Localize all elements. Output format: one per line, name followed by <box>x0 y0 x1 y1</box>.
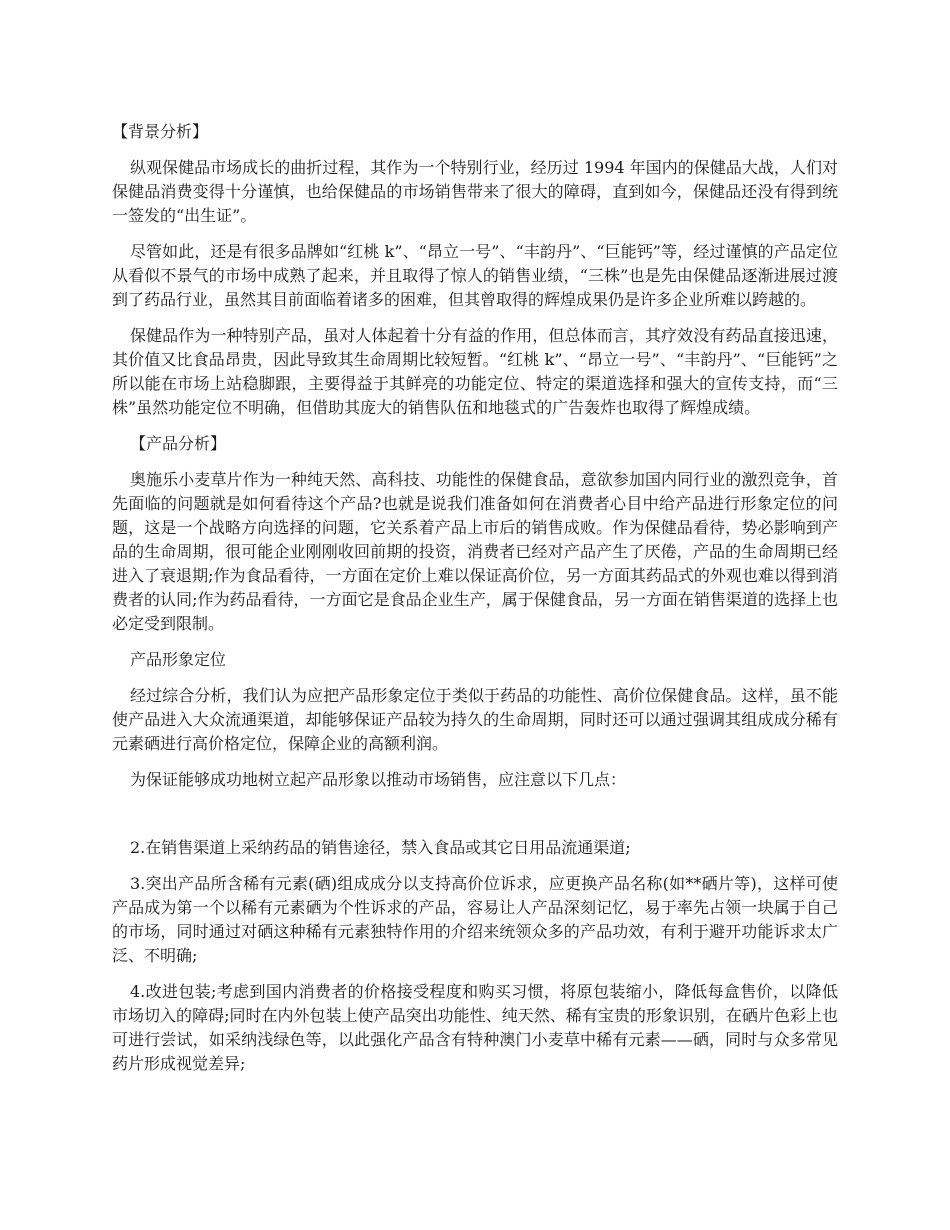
point-4: 4.改进包装;考虑到国内消费者的价格接受程度和购买习惯，将原包装缩小，降低每盒售价，以降低市场切入的障碍;同时在内外包装上使产品突出功能性、纯天然、稀有宝贵的形象识别，在硒片色彩上也可进行尝试，如采纳浅绿色等，以此强化产品含有特种澳门小麦草中稀有元素——硒，同时与众多常见药片形成视觉差异; <box>112 982 838 1073</box>
product-heading: 【产品分析】 <box>130 434 227 453</box>
background-heading: 【背景分析】 <box>112 122 209 141</box>
background-paragraph-3: 保健品作为一种特别产品，虽对人体起着十分有益的作用，但总体而言，其疗效没有药品直接迅速，其价值又比食品昂贵，因此导致其生命周期比较短暂。“红桃 k”、“昂立一号”、“丰韵丹”、“巨能钙”之所以能在市场上站稳脚跟，主要得益于其鲜亮的功能定位、特定的渠道选择和强大的宣传支持，而“三株”虽然功能定位不明确，但借助其庞大的销售队伍和地毯式的广告轰炸也取得了辉煌成绩。 <box>112 326 838 417</box>
background-paragraph-1: 纵观保健品市场成长的曲折过程，其作为一个特别行业，经历过 1994 年国内的保健品大战，人们对保健品消费变得十分谨慎，也给保健品的市场销售带来了很大的障碍，直到如今，保健品还没有得到统一签发的“出生证”。 <box>112 158 838 225</box>
blank-gap <box>112 804 838 836</box>
image-paragraph-2: 为保证能够成功地树立起产品形象以推动市场销售，应注意以下几点： <box>130 770 627 789</box>
image-paragraph-1: 经过综合分析，我们认为应把产品形象定位于类似于药品的功能性、高价位保健食品。这样，虽不能使产品进入大众流通渠道，却能够保证产品较为持久的生命周期，同时还可以通过强调其组成成分稀有元素硒进行高价格定位，保障企业的高额利润。 <box>112 686 838 753</box>
point-3: 3.突出产品所含稀有元素(硒)组成成分以支持高价位诉求，应更换产品名称(如**硒片等)，这样可使产品成为第一个以稀有元素硒为个性诉求的产品，容易让人产品深刻记忆，易于率先占领一块属于自己的市场，同时通过对硒这种稀有元素独特作用的介绍来统领众多的产品功效，有利于避开功能诉求太广泛、不明确; <box>112 874 838 965</box>
background-paragraph-2: 尽管如此，还是有很多品牌如“红桃 k”、“昂立一号”、“丰韵丹”、“巨能钙”等，经过谨慎的产品定位从看似不景气的市场中成熟了起来，并且取得了惊人的销售业绩，“三株”也是先由保健品逐渐进展过渡到了药品行业，虽然其目前面临着诸多的困难，但其曾取得的辉煌成果仍是许多企业所难以跨越的。 <box>112 242 838 309</box>
point-2: 2.在销售渠道上采纳药品的销售途径，禁入食品或其它日用品流通渠道; <box>130 838 631 857</box>
product-paragraph-1: 奥施乐小麦草片作为一种纯天然、高科技、功能性的保健食品，意欲参加国内同行业的激烈竞争，首先面临的问题就是如何看待这个产品?也就是说我们准备如何在消费者心目中给产品进行形象定位的问题，这是一个战略方向选择的问题，它关系着产品上市后的销售成败。作为保健品看待，势必影响到产品的生命周期，很可能企业刚刚收回前期的投资，消费者已经对产品产生了厌倦，产品的生命周期已经进入了衰退期;作为食品看待，一方面在定价上难以保证高价位，另一方面其药品式的外观也难以得到消费者的认同;作为药品看待，一方面它是食品企业生产，属于保健食品，另一方面在销售渠道的选择上也必定受到限制。 <box>112 470 838 633</box>
image-positioning-heading: 产品形象定位 <box>130 650 227 669</box>
document-body <box>112 120 838 1088</box>
